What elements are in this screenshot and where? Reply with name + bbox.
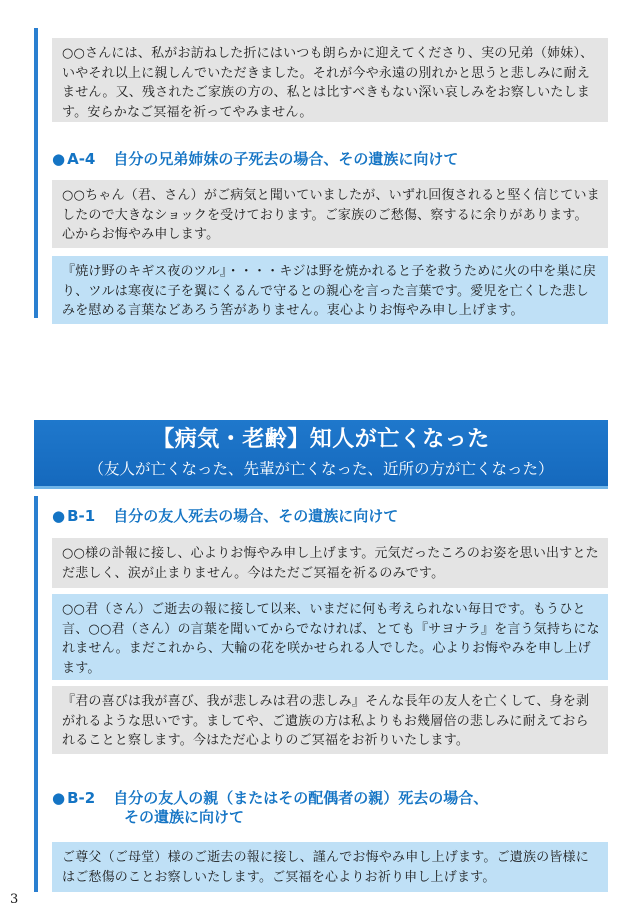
section-heading-b2 <box>52 789 488 808</box>
bullet-icon: ● <box>52 150 66 168</box>
section-heading-b1 <box>52 507 398 526</box>
message-text: ○○さんには、私がお訪ねした折にはいつも朗らかに迎えてくださり、実の兄弟（姉妹）、いやそれ以上に親しんでいただきました。それが今や永遠の別れかと思うと悲しみに耐えません。又、残されたご家族の方の、私とは比すべきもない深い哀しみをお察しいたします。安らかなご冥福を祈ってやみません。 <box>62 46 594 120</box>
section-code: B-2 <box>67 789 96 807</box>
section-title-line2: その遺族に向けて <box>124 808 245 826</box>
message-text: 『君の喜びは我が喜び、我が悲しみは君の悲しみ』そんな長年の友人を亡くして、身を剥がれるような思いです。ましてや、ご遺族の方は私よりもお幾層倍の悲しみに耐えておられることと察します。今はただ心よりのご冥福をお祈りいたします。 <box>62 694 590 748</box>
message-text: 『焼け野のキギス夜のツル』・・・・キジは野を焼かれると子を救うために火の中を巣に戻り、ツルは寒夜に子を翼にくるんで守るとの親心を言った言葉です。愛児を亡くした悲しみを慰める言葉などあろう筈がありません。衷心よりお悔やみ申し上げます。 <box>62 264 597 318</box>
section-heading-a4 <box>52 150 458 169</box>
message-box-top <box>52 38 608 122</box>
section-code: B-1 <box>67 507 96 525</box>
message-box-b1-2 <box>52 594 608 680</box>
section-code: A-4 <box>67 150 96 168</box>
section-heading-b2-line2 <box>124 808 244 827</box>
message-box-b1-1 <box>52 538 608 588</box>
category-banner <box>34 420 608 486</box>
message-box-a4-1 <box>52 180 608 248</box>
page-number: 3 <box>10 892 19 907</box>
message-box-a4-2 <box>52 256 608 324</box>
banner-subtitle: （友人が亡くなった、先輩が亡くなった、近所の方が亡くなった） <box>88 460 554 478</box>
section-title-line1: 自分の友人の親（またはその配偶者の親）死去の場合、 <box>113 789 489 807</box>
message-text: ○○君（さん）ご逝去の報に接して以来、いまだに何も考えられない毎日です。もうひと言、○○君（さん）の言葉を聞いてからでなければ、とても『サヨナラ』を言う気持ちになれません。まだこれから、大輪の花を咲かせられる人でした。心よりお悔やみを申し上げます。 <box>62 602 600 676</box>
section-title: 自分の兄弟姉妹の子死去の場合、その遺族に向けて <box>113 150 459 168</box>
message-text: ご尊父（ご母堂）様のご逝去の報に接し、謹んでお悔やみ申し上げます。ご遺族の皆様にはご愁傷のことお察しいたします。ご冥福を心よりお祈り申し上げます。 <box>62 850 589 885</box>
message-box-b1-3 <box>52 686 608 754</box>
banner-title: 【病気・老齢】知人が亡くなった <box>152 427 490 452</box>
message-text: ○○ちゃん（君、さん）がご病気と聞いていましたが、いずれ回復されると堅く信じていましたので大きなショックを受けております。ご家族のご愁傷、察するに余りがあります。心からお悔やみ申します。 <box>62 188 600 242</box>
section-title: 自分の友人死去の場合、その遺族に向けて <box>113 507 399 525</box>
banner-divider <box>34 486 608 496</box>
left-accent-bar-top <box>34 28 38 318</box>
left-accent-bar-bottom <box>34 486 38 892</box>
message-text: ○○様の訃報に接し、心よりお悔やみ申し上げます。元気だったころのお姿を思い出すとただ悲しく、涙が止まりません。今はただご冥福を祈るのみです。 <box>62 546 599 581</box>
message-box-b2-1 <box>52 842 608 892</box>
bullet-icon: ● <box>52 789 66 807</box>
bullet-icon: ● <box>52 507 66 525</box>
